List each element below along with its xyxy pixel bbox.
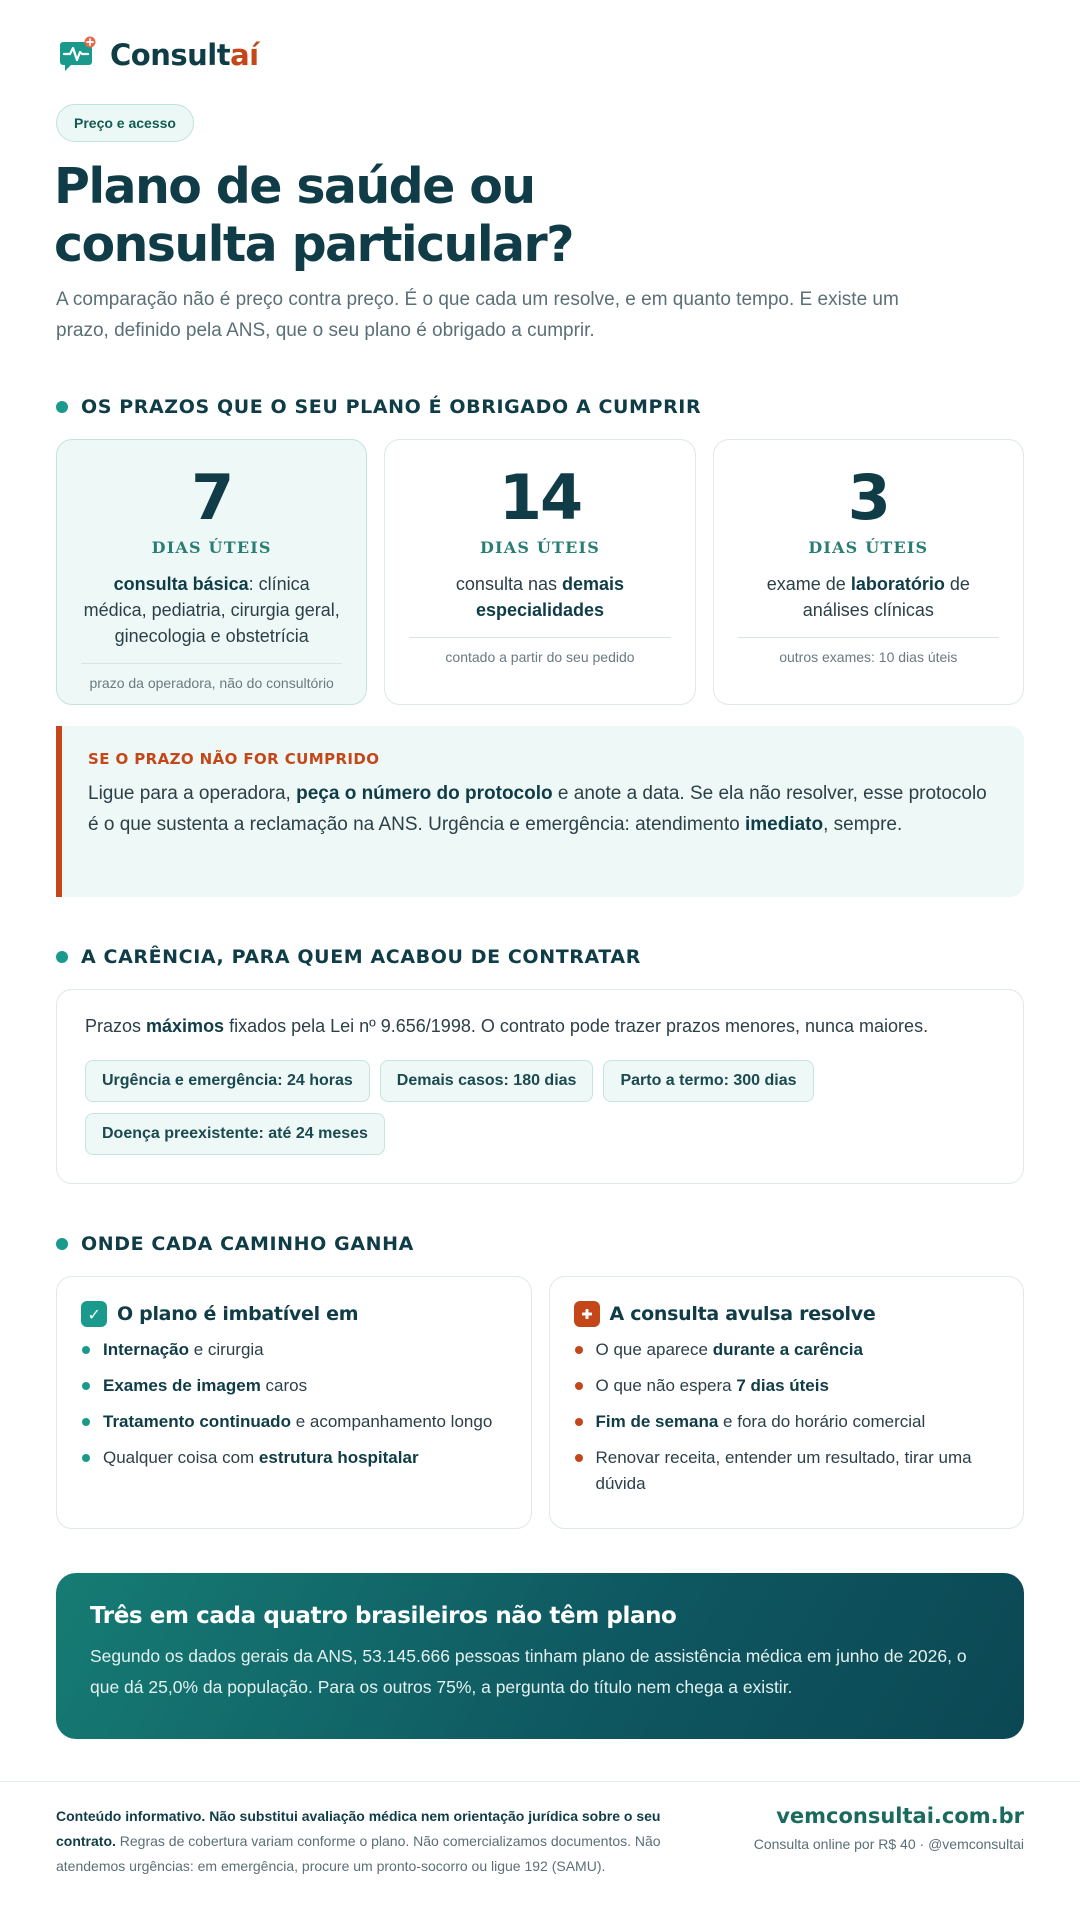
- page-title: Plano de saúde ou consulta particular?: [54, 158, 573, 273]
- deadline-footnote: contado a partir do seu pedido: [409, 637, 670, 665]
- footer-subtitle: Consulta online por R$ 40 · @vemconsultai: [753, 1836, 1024, 1852]
- deadline-number: 3: [847, 461, 889, 534]
- deadline-card-lab: [713, 439, 1024, 705]
- list-item: O que aparece durante a carência: [574, 1337, 1000, 1363]
- deadline-unit: DIAS ÚTEIS: [479, 538, 600, 557]
- carencia-chip: Parto a termo: 300 dias: [603, 1060, 813, 1102]
- list-item: Qualquer coisa com estrutura hospitalar: [81, 1445, 507, 1471]
- footer: [0, 1781, 1080, 1906]
- carencia-chip: Urgência e emergência: 24 horas: [85, 1060, 370, 1102]
- list-item: Internação e cirurgia: [81, 1337, 507, 1363]
- heartbeat-chat-icon: [58, 36, 96, 74]
- avulsa-column: [549, 1276, 1025, 1529]
- deadline-unit: DIAS ÚTEIS: [808, 538, 929, 557]
- carencia-box: [56, 989, 1024, 1184]
- check-icon: ✓: [81, 1301, 107, 1327]
- list-item: Renovar receita, entender um resultado, tirar uma dúvida: [574, 1445, 1000, 1497]
- list-item: O que não espera 7 dias úteis: [574, 1373, 1000, 1399]
- carencia-chips: [85, 1060, 905, 1155]
- bullet-dot: [56, 951, 68, 963]
- deadline-footnote: outros exames: 10 dias úteis: [738, 637, 999, 665]
- brand-name: Consultaí: [110, 38, 259, 72]
- brand-logo[interactable]: [58, 36, 259, 74]
- section-heading-carencia: A CARÊNCIA, PARA QUEM ACABOU DE CONTRATAR: [56, 946, 641, 968]
- deadline-alert-box: [56, 726, 1024, 897]
- list-item: Tratamento continuado e acompanhamento longo: [81, 1409, 507, 1435]
- deadline-description: exame de laboratório de análises clínicas: [766, 574, 970, 620]
- deadline-number: 7: [191, 461, 233, 534]
- deadline-card-specialties: [384, 439, 695, 705]
- deadline-unit: DIAS ÚTEIS: [151, 538, 272, 557]
- alert-label: SE O PRAZO NÃO FOR CUMPRIDO: [88, 750, 380, 768]
- bullet-dot: [56, 401, 68, 413]
- stats-banner: [56, 1573, 1024, 1739]
- deadline-description: consulta nas demais especialidades: [455, 574, 625, 620]
- section-heading-caminhos: ONDE CADA CAMINHO GANHA: [56, 1233, 414, 1255]
- deadline-cards: [56, 439, 1024, 705]
- deadline-card-basic: [56, 439, 367, 705]
- list-item: Fim de semana e fora do horário comercial: [574, 1409, 1000, 1435]
- footer-disclaimer: Conteúdo informativo. Não substitui avaliação médica nem orientação jurídica sobre o seu contrato. Regras de cobertura variam conforme o plano. Não comercializamos documentos. Não atendemos urgências: em emergência, procure um pronto-socorro ou ligue 192 (SAMU).: [56, 1808, 661, 1874]
- list-item: Exames de imagem caros: [81, 1373, 507, 1399]
- lead-text: A comparação não é preço contra preço. É o que cada um resolve, e em quanto tempo. E existe um prazo, definido pela ANS, que o seu plano é obrigado a cumprir.: [56, 289, 899, 341]
- carencia-chip: Demais casos: 180 dias: [380, 1060, 594, 1102]
- banner-text: Segundo os dados gerais da ANS, 53.145.666 pessoas tinham plano de assistência médica em junho de 2026, o que dá 25,0% da população. Para os outros 75%, a pergunta do título nem chega a existir.: [90, 1646, 967, 1697]
- category-pill: Preço e acesso: [56, 104, 194, 142]
- comparison-columns: [56, 1276, 1024, 1529]
- plano-heading: ✓ O plano é imbatível em: [81, 1301, 507, 1327]
- medical-plus-icon: [574, 1301, 600, 1327]
- banner-title: Três em cada quatro brasileiros não têm plano: [90, 1603, 677, 1629]
- carencia-text: Prazos máximos fixados pela Lei nº 9.656/1998. O contrato pode trazer prazos menores, nunca maiores.: [85, 1016, 929, 1036]
- avulsa-heading: A consulta avulsa resolve: [574, 1301, 1000, 1327]
- site-link[interactable]: vemconsultai.com.br: [776, 1804, 1024, 1828]
- carencia-chip: Doença preexistente: até 24 meses: [85, 1113, 385, 1155]
- plano-column: [56, 1276, 532, 1529]
- deadline-number: 14: [498, 461, 582, 534]
- deadline-description: consulta básica: clínica médica, pediatria, cirurgia geral, ginecologia e obstetrícia: [83, 574, 340, 646]
- deadline-footnote: prazo da operadora, não do consultório: [81, 663, 342, 691]
- section-heading-prazos: OS PRAZOS QUE O SEU PLANO É OBRIGADO A CUMPRIR: [56, 396, 701, 418]
- alert-text: Ligue para a operadora, peça o número do protocolo e anote a data. Se ela não resolver, esse protocolo é o que sustenta a reclamação na ANS. Urgência e emergência: atendimento imediato, sempre.: [88, 783, 987, 835]
- footer-brand: [754, 1804, 1024, 1852]
- bullet-dot: [56, 1238, 68, 1250]
